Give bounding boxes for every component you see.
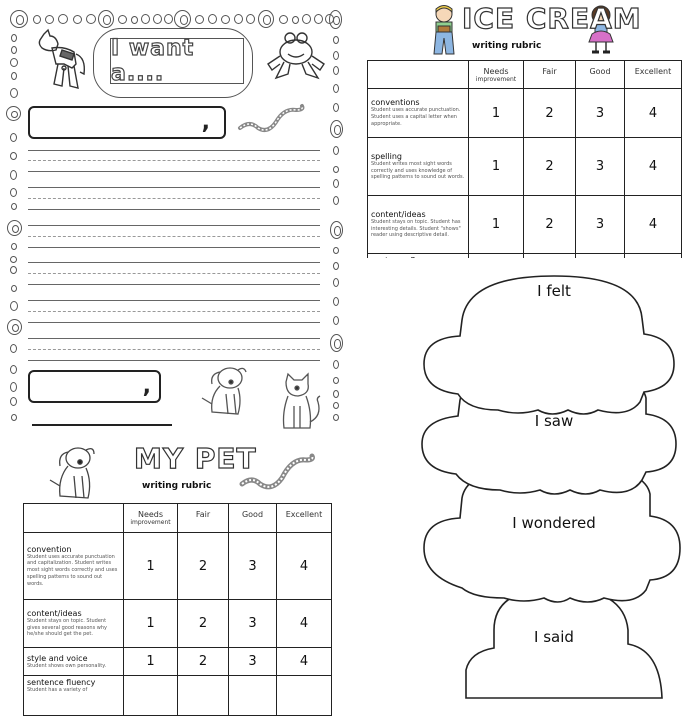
table-row	[368, 138, 682, 196]
dog-icon	[46, 444, 100, 506]
table-row	[24, 600, 332, 648]
rubric-table	[23, 503, 332, 716]
header-row	[368, 61, 682, 89]
criterion-cell: sentence fluency Student has a variety of	[24, 676, 124, 716]
circle-border-top	[6, 8, 342, 30]
criterion-cell: content/ideas Student stays on topic. Student has interesting details. Student "shows" reader using descriptive detail.	[368, 196, 469, 254]
my-pet-rubric	[0, 434, 344, 700]
comma: ,	[201, 110, 210, 135]
circle-icon	[118, 15, 127, 24]
circle-icon	[195, 15, 204, 24]
circle-icon	[164, 14, 173, 24]
header-good: Good	[576, 61, 625, 89]
frog-icon	[266, 30, 328, 82]
score-4[interactable]: 4	[277, 600, 332, 648]
score-1[interactable]: 1	[124, 533, 178, 600]
comma: ,	[142, 374, 151, 399]
score-2[interactable]: 2	[178, 600, 229, 648]
criterion-cell: conventions Student uses accurate punctuation. Student uses a capital letter when appropriate.	[368, 89, 469, 138]
circle-icon	[73, 15, 82, 24]
rubric-title: ICE CREAM	[462, 2, 642, 35]
dog-icon	[198, 364, 252, 422]
score-2[interactable]: 2	[178, 648, 229, 676]
header-needs-improvement: Needs improvement	[124, 504, 178, 533]
header-fair: Fair	[524, 61, 576, 89]
score-4[interactable]: 4	[277, 648, 332, 676]
i-want-a-worksheet	[0, 0, 344, 434]
score-4[interactable]: 4	[277, 533, 332, 600]
circle-icon	[279, 15, 288, 24]
criterion-cell: spelling Student writes most sight words correctly and uses knowledge of spelling patterns to sound out words.	[368, 138, 469, 196]
circle-icon	[58, 14, 68, 24]
header-excellent: Excellent	[625, 61, 682, 89]
circle-icon	[153, 14, 162, 24]
cat-icon	[276, 372, 326, 432]
header-excellent: Excellent	[277, 504, 332, 533]
ice-cream-rubric	[344, 0, 700, 258]
circle-icon	[314, 14, 323, 24]
felt-writing-area[interactable]	[454, 306, 654, 396]
circle-icon	[221, 15, 230, 24]
horse-icon	[34, 28, 92, 92]
score-2[interactable]: 2	[524, 138, 576, 196]
scoop-label-saw: I saw	[534, 412, 574, 430]
circle-icon	[292, 16, 299, 24]
criterion-cell: style and voice Student shows own personality.	[24, 648, 124, 676]
circle-icon	[302, 14, 311, 24]
scoop-label-said: I said	[534, 628, 574, 646]
score-4[interactable]: 4	[625, 89, 682, 138]
rubric-title: MY PET	[134, 442, 257, 475]
greeting-input-box[interactable]	[28, 106, 226, 139]
title-box	[110, 38, 244, 84]
snake-icon	[238, 448, 318, 494]
scoop-label-felt: I felt	[537, 282, 571, 300]
table-row	[368, 196, 682, 254]
header-row	[24, 504, 332, 533]
score-4[interactable]: 4	[625, 196, 682, 254]
circle-icon	[33, 15, 41, 24]
circle-icon	[234, 14, 243, 24]
circle-icon	[246, 14, 255, 24]
rubric-subtitle: writing rubric	[142, 481, 212, 491]
circle-icon	[131, 16, 138, 24]
circle-icon	[10, 10, 28, 28]
score-2[interactable]: 2	[524, 89, 576, 138]
score-1[interactable]: 1	[469, 138, 524, 196]
score-3[interactable]: 3	[576, 138, 625, 196]
circle-icon	[141, 14, 150, 24]
table-row	[368, 89, 682, 138]
score-1[interactable]: 1	[469, 89, 524, 138]
ice-cream-scoops-organizer	[344, 258, 700, 700]
table-row	[24, 676, 332, 716]
boy-character-icon	[430, 4, 458, 56]
score-3[interactable]: 3	[576, 196, 625, 254]
snake-icon	[236, 100, 308, 136]
circle-icon	[174, 10, 191, 28]
circle-icon	[86, 14, 96, 24]
score-4[interactable]: 4	[625, 138, 682, 196]
table-row	[24, 648, 332, 676]
saw-writing-area[interactable]	[454, 434, 654, 484]
said-writing-area[interactable]	[474, 652, 654, 698]
scoop-label-wondered: I wondered	[512, 514, 596, 532]
score-3[interactable]: 3	[229, 533, 277, 600]
rubric-subtitle: writing rubric	[472, 41, 542, 51]
circle-icon	[208, 14, 217, 24]
header-blank	[24, 504, 124, 533]
circle-icon	[258, 10, 274, 28]
score-1[interactable]: 1	[124, 648, 178, 676]
header-good: Good	[229, 504, 277, 533]
criterion-cell: convention Student uses accurate punctuation and capitalization. Student writes most sight words correctly and uses spelling patterns to sound out words.	[24, 533, 124, 600]
score-3[interactable]: 3	[229, 600, 277, 648]
score-3[interactable]: 3	[229, 648, 277, 676]
score-2[interactable]: 2	[524, 196, 576, 254]
worksheet-title: I want a....	[111, 36, 195, 86]
circle-icon	[98, 10, 114, 28]
header-blank	[368, 61, 469, 89]
closing-input-box[interactable]	[28, 370, 161, 403]
header-needs-improvement: Needs improvement	[469, 61, 524, 89]
header-fair: Fair	[178, 504, 229, 533]
circle-icon	[45, 15, 54, 24]
signature-line[interactable]	[32, 424, 172, 426]
score-1[interactable]: 1	[469, 196, 524, 254]
table-row	[24, 533, 332, 600]
criterion-cell: content/ideas Student stays on topic. Student gives several good reasons why he/she should get the pet.	[24, 600, 124, 648]
score-2[interactable]: 2	[178, 533, 229, 600]
score-1[interactable]: 1	[124, 600, 178, 648]
wondered-writing-area[interactable]	[454, 538, 654, 598]
score-3[interactable]: 3	[576, 89, 625, 138]
